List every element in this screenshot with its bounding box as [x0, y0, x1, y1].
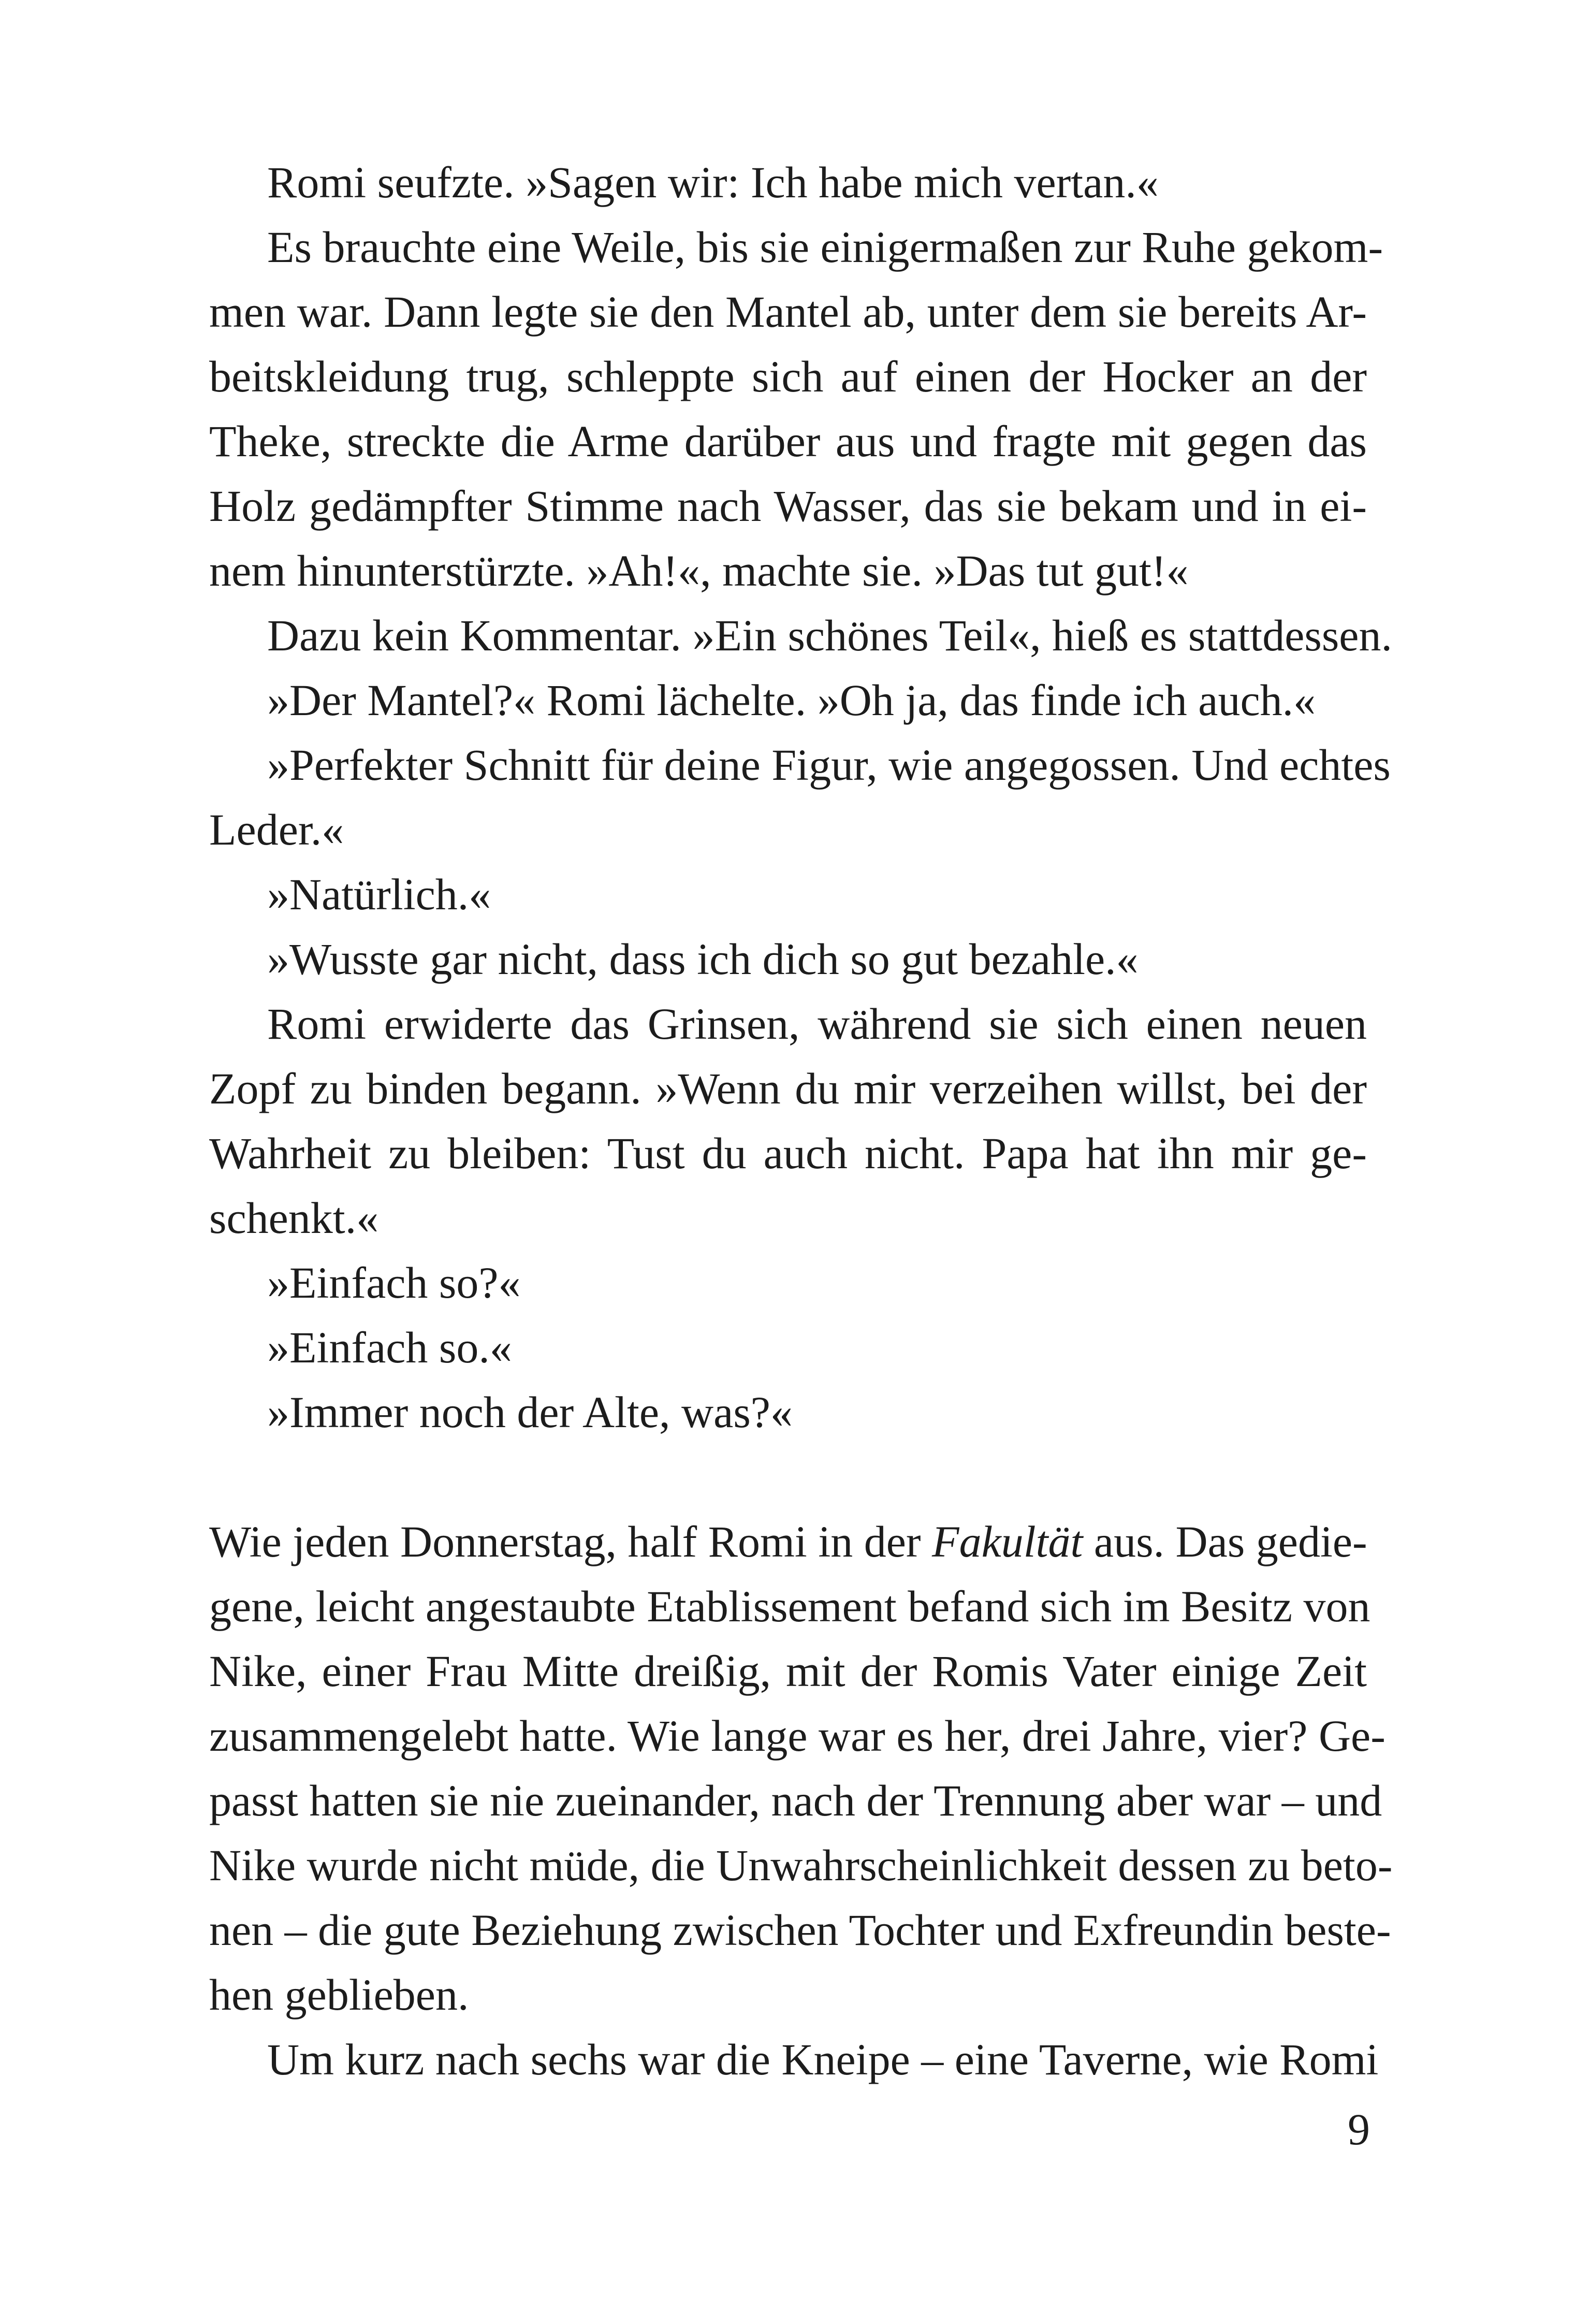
- text-line: »Einfach so?«: [267, 1258, 521, 1308]
- text-line: Dazu kein Kommentar. »Ein schönes Teil«, hieß es stattdessen.: [267, 611, 1392, 660]
- text-line: passt hatten sie nie zueinander, nach der Trennung aber war – und: [209, 1776, 1382, 1825]
- text-line: Leder.«: [209, 805, 344, 854]
- text-line: beitskleidung trug, schleppte sich auf einen der Hocker an der: [209, 352, 1367, 401]
- text-line: Um kurz nach sechs war die Kneipe – eine Taverne, wie Romi: [267, 2035, 1379, 2084]
- text-line: Zopf zu binden begann. »Wenn du mir verzeihen willst, bei der: [209, 1064, 1367, 1113]
- text-line: Holz gedämpfter Stimme nach Wasser, das sie bekam und in ei-: [209, 481, 1367, 531]
- text-line: Romi erwiderte das Grinsen, während sie sich einen neuen: [267, 999, 1367, 1049]
- text-line: Nike wurde nicht müde, die Unwahrscheinlichkeit dessen zu beto-: [209, 1840, 1393, 1890]
- text-line: nem hinunterstürzte. »Ah!«, machte sie. »Das tut gut!«: [209, 546, 1189, 595]
- text-line: men war. Dann legte sie den Mantel ab, unter dem sie bereits Ar-: [209, 287, 1367, 337]
- text-fragment: aus. Das gedie-: [1083, 1517, 1367, 1566]
- text-line: Wahrheit zu bleiben: Tust du auch nicht. Papa hat ihn mir ge-: [209, 1128, 1367, 1178]
- text-line: hen geblieben.: [209, 1970, 469, 2020]
- text-line: Theke, streckte die Arme darüber aus und fragte mit gegen das: [209, 416, 1367, 466]
- text-line: Romi seufzte. »Sagen wir: Ich habe mich vertan.«: [267, 157, 1159, 207]
- venue-name-italic: Fakultät: [932, 1517, 1083, 1566]
- text-line: »Einfach so.«: [267, 1323, 512, 1372]
- text-line: »Perfekter Schnitt für deine Figur, wie angegossen. Und echtes: [267, 740, 1391, 790]
- text-section-1: [209, 150, 1392, 1445]
- text-section-2: [209, 1509, 1393, 2092]
- text-line: »Immer noch der Alte, was?«: [267, 1387, 793, 1437]
- text-fragment: Wie jeden Donnerstag, half Romi in der: [209, 1517, 932, 1566]
- text-line: »Natürlich.«: [267, 869, 491, 919]
- text-line: nen – die gute Beziehung zwischen Tochter und Exfreundin beste-: [209, 1905, 1391, 1955]
- text-line: Es brauchte eine Weile, bis sie einigermaßen zur Ruhe gekom-: [267, 222, 1383, 272]
- text-line: [209, 1509, 1367, 1574]
- text-line: schenkt.«: [209, 1193, 379, 1243]
- text-line: »Wusste gar nicht, dass ich dich so gut bezahle.«: [267, 934, 1139, 984]
- text-line: gene, leicht angestaubte Etablissement befand sich im Besitz von: [209, 1581, 1370, 1631]
- text-line: Nike, einer Frau Mitte dreißig, mit der Romis Vater einige Zeit: [209, 1646, 1367, 1696]
- text-line: zusammengelebt hatte. Wie lange war es her, drei Jahre, vier? Ge-: [209, 1711, 1385, 1761]
- text-line: »Der Mantel?« Romi lächelte. »Oh ja, das finde ich auch.«: [267, 675, 1316, 725]
- page-number: 9: [1348, 2104, 1370, 2154]
